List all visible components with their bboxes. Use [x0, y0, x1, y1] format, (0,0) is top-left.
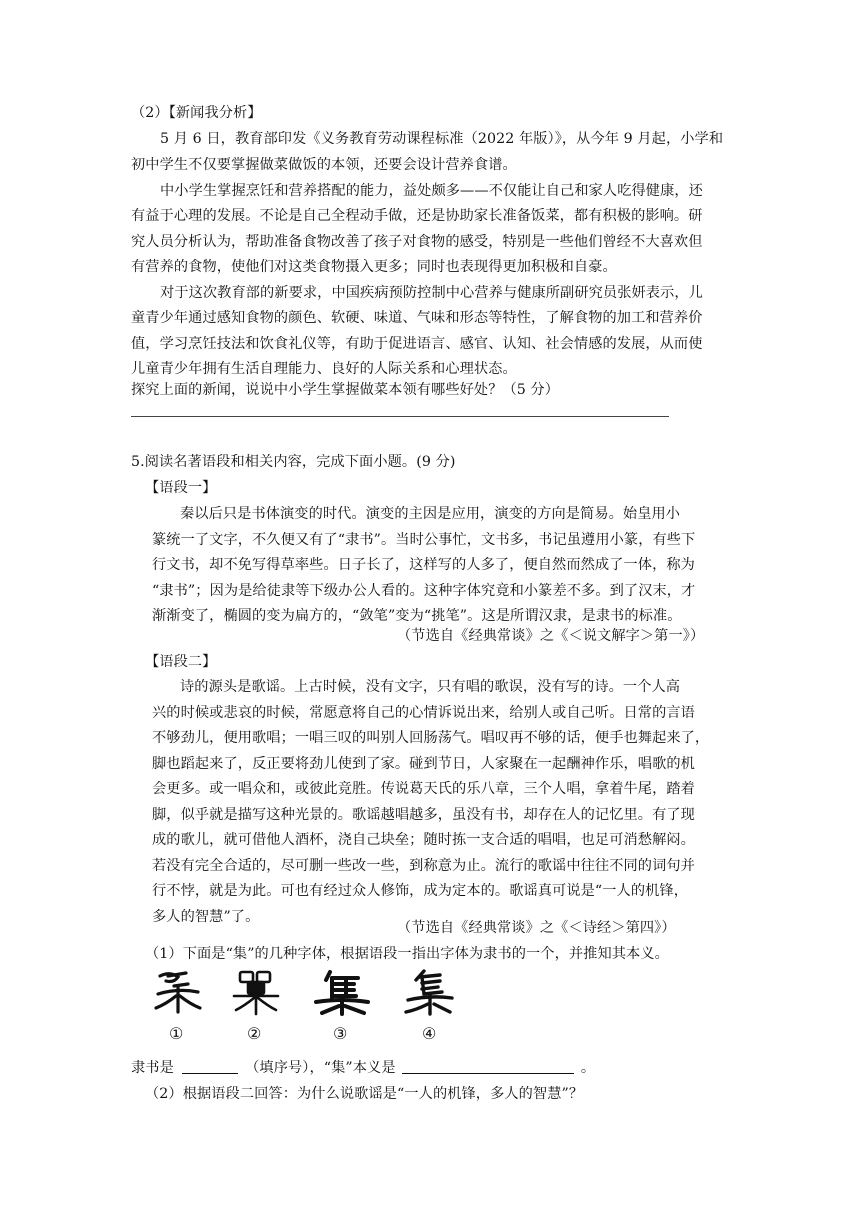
answer-prefix: 隶书是 [131, 1060, 174, 1076]
glyph-label-3: ③ [333, 1024, 348, 1043]
news-line: 中小学生掌握烹饪和营养搭配的能力，益处颇多——不仅能让自己和家人吃得健康，还 [160, 183, 703, 199]
clerical-script-glyph-image [312, 968, 372, 1016]
news-line: 儿童青少年拥有生活自理能力、良好的人际关系和心理状态。 [131, 361, 517, 377]
glyph-label-1: ① [169, 1024, 184, 1043]
news-heading: （2）【新闻我分析】 [131, 105, 262, 121]
sub1-answer-row [131, 1058, 595, 1078]
seg2-line: 行不悖，就是为此。可也有经过众人修饰，成为定本的。歌谣真可说是“一人的机锋， [152, 883, 688, 899]
news-line: 究人员分析认为，帮助准备食物改善了孩子对食物的感受，特别是一些他们曾经不大喜欢但 [131, 234, 703, 250]
seg2-line: 诗的源头是歌谣。上古时候，没有文字，只有唱的歌误，没有写的诗。一个人高 [180, 679, 681, 695]
glyph-label-2: ② [247, 1024, 262, 1043]
seg2-line: 脚也蹈起来了，反正要将劲儿使到了家。碰到节日，人家聚在一起酬神作乐，唱歌的机 [152, 756, 695, 772]
seg2-line: 脚，似乎就是描写这种光景的。歌谣越唱越多，虽没有书，却存在人的记忆里。有了现 [152, 807, 695, 823]
news-line: 对于这次教育部的新要求，中国疾病预防控制中心营养与健康所副研究员张妍表示，儿 [160, 285, 703, 301]
seg2-line: 兴的时候或悲哀的时候，常愿意将自己的心情诉说出来，给别人或自己听。日常的言语 [152, 705, 695, 721]
seg1-line: 秦以后只是书体演变的时代。演变的主因是应用，演变的方向是简易。始皇用小 [180, 506, 681, 522]
seg2-line: 会更多。或一唱众和，或彼此竞胜。传说葛天氏的乐八章，三个人唱，拿着牛尾，踏着 [152, 781, 695, 797]
seg2-line: 多人的智慧”了。 [152, 909, 260, 925]
news-line: 初中学生不仅要掌握做菜做饭的本领，还要会设计营养食谱。 [131, 157, 517, 173]
news-line: 童青少年通过感知食物的颜色、软硬、味道、气味和形态等特性，了解食物的加工和营养价 [131, 310, 703, 326]
seg2-source: （节选自《经典常谈》之《＜诗经＞第四》） [397, 920, 676, 936]
news-line: 5 月 6 日，教育部印发《义务教育劳动课程标准（2022 年版）》，从今年 9 月起，小学和 [160, 131, 724, 147]
answer-blank-meaning[interactable] [402, 1059, 574, 1074]
sub1-prompt: （1）下面是“集”的几种字体，根据语段一指出字体为隶书的一个，并推知其本义。 [145, 946, 669, 962]
news-line: 有营养的食物，使他们对这类食物摄入更多；同时也表现得更加积极和自豪。 [131, 259, 617, 275]
sub2-prompt: （2）根据语段二回答：为什么说歌谣是“一人的机锋，多人的智慧”？ [145, 1086, 584, 1102]
seg1-line: 行文书，却不免写得草率些。日子长了，这样写的人多了，便自然而然成了一体，称为 [152, 557, 695, 573]
q5-title: 5.阅读名著语段和相关内容，完成下面小题。(9 分) [131, 454, 456, 470]
news-question: 探究上面的新闻，说说中小学生掌握做菜本领有哪些好处？（5 分） [131, 382, 560, 398]
seg1-line: 篆统一了文字，不久便又有了“隶书”。当时公事忙，文书多，书记虽遵用小篆，有些下 [152, 532, 696, 548]
glyph-label-4: ④ [422, 1024, 437, 1043]
seg1-source: （节选自《经典常谈》之《＜说文解字＞第一》） [397, 628, 705, 644]
answer-line[interactable] [131, 416, 669, 417]
news-line: 值，学习烹饪技法和饮食礼仪等，有助于促进语言、感官、认知、社会情感的发展，从而使 [131, 336, 703, 352]
seg2-label: 【语段二】 [145, 654, 217, 670]
answer-middle: （填序号），“集”本义是 [245, 1060, 396, 1076]
running-script-glyph-image [400, 968, 460, 1016]
seg1-line: 渐渐变了，椭圆的变为扁方的，“敛笔”变为“挑笔”。这是所谓汉隶，是隶书的标准。 [152, 608, 682, 624]
seg2-line: 不够劲儿，便用歌唱；一唱三叹的叫别人回肠荡气。唱叹再不够的话，便手也舞起来了， [152, 730, 710, 746]
seg2-line: 若没有完全合适的，尽可删一些改一些，到称意为止。流行的歌谣中往往不同的词句并 [152, 858, 695, 874]
seal-script-glyph-image [148, 968, 208, 1016]
news-line: 有益于心理的发展。不论是自己全程动手做，还是协助家长准备饭菜，都有积极的影响。研 [131, 208, 703, 224]
seg1-line: “隶书”；因为是给徒隶等下级办公人看的。这种字体究竟和小篆差不多。到了汉末，才 [152, 583, 696, 599]
bronze-script-glyph-image [226, 968, 286, 1016]
seg2-line: 成的歌儿，就可借他人酒杯，浇自己块垒；随时拣一支合适的唱唱，也足可消愁解闷。 [152, 832, 695, 848]
seg1-label: 【语段一】 [145, 480, 217, 496]
answer-suffix: 。 [580, 1060, 596, 1076]
answer-blank-number[interactable] [182, 1059, 238, 1074]
